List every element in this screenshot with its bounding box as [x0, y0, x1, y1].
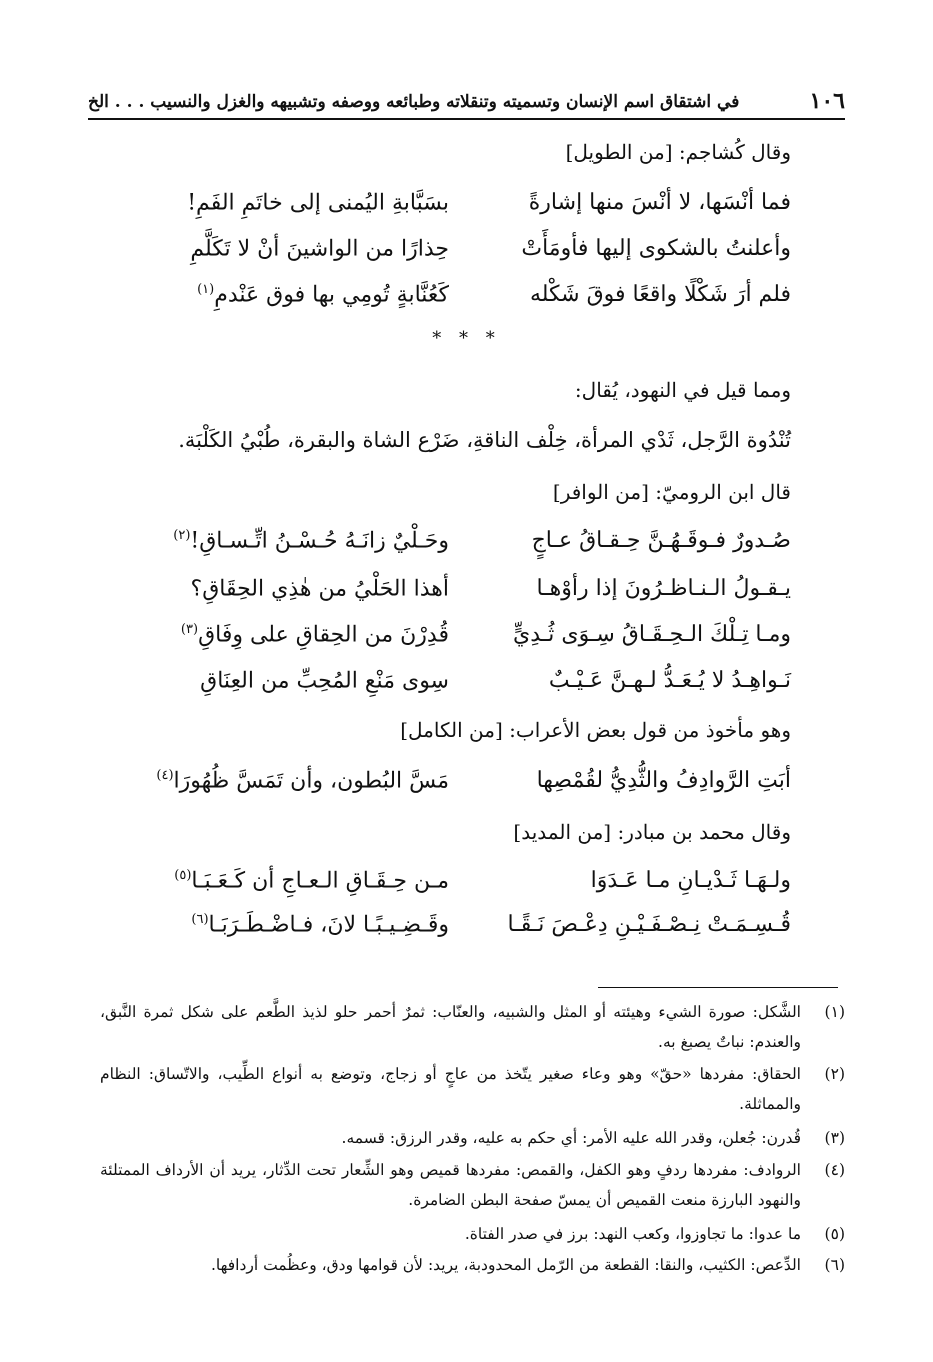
footnote-marker: (١)	[197, 282, 215, 297]
verse-second-hemistich: وحَـلْيٌ زانَـهُ حُـسْـنُ اتِّـسـاقِ!$^{(٢)}$	[173, 528, 449, 554]
poem-intro-ibn-mubadir: وقال محمد بن مبادر: [من المديد]	[513, 820, 791, 844]
verse-line	[140, 622, 791, 662]
verse-first-hemistich: يـقـولُ الـنـاظـرُونَ إذا رأوْهـا	[536, 576, 791, 601]
verse-second-hemistich: قُدِرْنَ من الحِقاقِ على وِفَاقِ$^{(٣)}$	[180, 622, 449, 648]
verse-second-hemistich: مَسَّ البُطون، وأن تَمَسَّ ظُهُورَا$^{(٤)}$	[156, 768, 449, 794]
page-number: ١٠٦	[809, 88, 845, 114]
footnote	[100, 1250, 845, 1280]
footnote-marker: (٥)	[174, 868, 192, 883]
verse-line	[140, 768, 791, 808]
verse-first-hemistich: ومـا تِـلْكَ الـحِـقَـاقُ سِـوَى ثُـدِيٍّ	[513, 622, 791, 647]
footnote-number: (١)	[824, 1003, 845, 1021]
verse-second-hemistich: بسَبَّابةِ اليُمنى إلى خاتَمِ الفَمِ!	[187, 190, 449, 216]
verse-second-hemistich: مـن حِـقَـاقِ الـعـاجِ أن كَـعَـبَـا$^{(٥)}$	[174, 868, 449, 894]
footnote	[100, 1219, 845, 1249]
footnote-text: الروادف: مفردها ردفٍ وهو الكفل، والقمص: مفردها قميص وهو الشِّعار تحت الدِّثار، يريد أن الأرداف الممتلئة والنهود البارزة منعت القميص أن يمسّ صفحة البطن الضامرة.	[100, 1161, 801, 1209]
poem-intro-arab: وهو مأخوذ من قول بعض الأعراب: [من الكامل]	[400, 718, 791, 742]
poem-intro-kushajim: وقال كُشاجم: [من الطويل]	[565, 140, 791, 164]
verse-first-hemistich: قُـسِـمَـتْ نِـصْـفَـيْـنِ دِعْـصَ نَـقًـا	[507, 912, 791, 937]
verse-line	[140, 282, 791, 322]
footnote-text: الشَّكل: صورة الشيء وهيئته أو المثل والشبيه، والعنّاب: ثمرٌ أحمر حلو لذيذ الطَّعم على شكل ثمرة النَّبق، والعندم: نباتٌ يصبغ به.	[100, 1003, 801, 1051]
section-divider-stars: * * *	[432, 328, 501, 349]
footnote-separator	[598, 987, 838, 988]
verse-second-hemistich: سِوى مَنْعِ المُحِبِّ من العِنَاقِ	[200, 668, 449, 694]
verse-second-hemistich: أهذا الحَلْيُ من هٰذِي الحِقَاقِ؟	[190, 576, 449, 602]
verse-line	[140, 236, 791, 276]
verse-first-hemistich: أبَتِ الرَّوادِفُ والثُّدِيُّ لقُمْصِها	[536, 768, 791, 793]
verse-second-hemistich: وقَـضِـيـبًـا لانَ، فـاضْـطَـرَبَـا$^{(٦)}$	[191, 912, 449, 938]
verse-line	[140, 668, 791, 708]
footnote-text: الحقاق: مفردها «حقّ» وهو وعاء صغير يتّخذ من عاجٍ أو زجاج، وتوضع به أنواع الطِّيب، والاتّساق: النظام والمماثلة.	[100, 1065, 801, 1113]
verse-first-hemistich: نَـواهِـدُ لا يُـعَـدُّ لـهـنَّ عَـيْـبٌ	[548, 668, 791, 693]
verse-line	[140, 868, 791, 908]
verse-line	[140, 912, 791, 952]
footnote-number: (٢)	[824, 1065, 845, 1083]
verse-second-hemistich: حِذارًا من الواشينَ أنْ لا تَكَلَّمِ	[190, 236, 449, 262]
footnote-number: (٤)	[824, 1161, 845, 1179]
verse-first-hemistich: فما أنْسَها، لا أنْسَ منها إشارةً	[528, 190, 791, 215]
footnote-text: الدِّعص: الكثيب، والنقا: القطعة من الرّمل المحدودبة، يريد: لأن قوامها ودق، وعظُمت أردافها.	[210, 1256, 801, 1274]
verse-line	[140, 576, 791, 616]
nuhud-intro: ومما قيل في النهود، يُقال:	[574, 378, 791, 402]
verse-line	[140, 528, 791, 568]
footnote	[100, 1155, 845, 1215]
running-header	[88, 82, 845, 120]
verse-first-hemistich: فلم أرَ شَكْلًا واقعًا فوقَ شَكْله	[529, 282, 791, 307]
footnote-text: قُدرن: جُعلن، وقدر الله عليه الأمر: أي حكم به عليه، وقدر الرزق: قسمه.	[341, 1129, 801, 1147]
footnote-marker: (٣)	[180, 622, 199, 637]
verse-first-hemistich: ولـهَـا ثَـدْيـانِ مـا عَـدَوَا	[590, 868, 791, 893]
footnote-marker: (٢)	[173, 528, 191, 543]
verse-second-hemistich: كَعُنَّابةٍ تُومِي بها فوق عَنْدمِ$^{(١)}$	[197, 282, 449, 308]
verse-first-hemistich: وأعلنتُ بالشكوى إليها فأومَأَتْ	[521, 236, 791, 261]
footnote-marker: (٦)	[191, 912, 209, 927]
footnote-text: ما عدوا: ما تجاوزوا، وكعب النهد: برز في صدر الفتاة.	[464, 1225, 801, 1243]
footnote-marker: (٤)	[156, 768, 174, 783]
footnote-number: (٣)	[824, 1129, 845, 1147]
verse-first-hemistich: صُـدورٌ فـوقَـهُـنَّ حِـقـاقُ عـاجٍ	[531, 528, 791, 553]
footnote	[100, 1123, 845, 1153]
running-title: في اشتقاق اسم الإنسان وتسميته وتنقلاته وطبائعه ووصفه وتشبيهه والغزل والنسيب . . . الخ	[88, 92, 740, 112]
footnote-number: (٦)	[824, 1256, 845, 1274]
footnote-number: (٥)	[824, 1225, 845, 1243]
poem-intro-ibn-rumi: قال ابن الروميّ: [من الوافر]	[552, 480, 791, 504]
nuhud-terms: تُنْدُوة الرَّجل، ثَدْي المرأة، خِلْف الناقةِ، ضَرْع الشاة والبقرة، طُبْيُ الكَلْبَة.	[178, 428, 791, 452]
footnote	[100, 997, 845, 1057]
verse-line	[140, 190, 791, 230]
footnote	[100, 1059, 845, 1119]
